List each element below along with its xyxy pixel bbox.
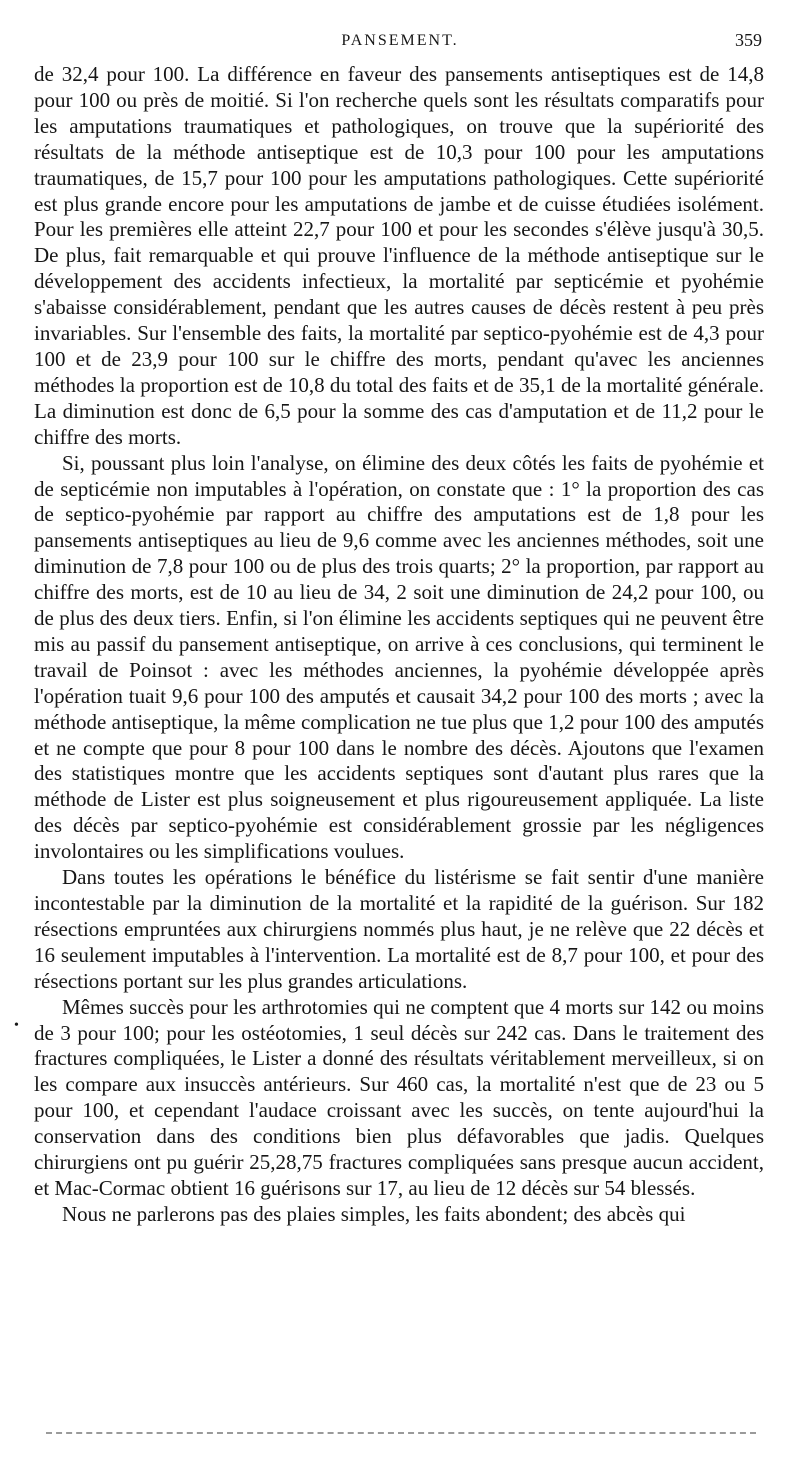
paragraph: de 32,4 pour 100. La différence en faveur des pansements antiseptiques est de 14,8 pour 100 ou près de moitié. Si l'on recherche quels sont les résultats comparatifs pour les amputations traumatiques et pathologiques, on trouve que la supériorité des résultats de la méthode antiseptique est de 10,3 pour 100 pour les amputations traumatiques, de 15,7 pour 100 pour les amputations pathologiques. Cette supériorité est plus grande encore pour les amputations de jambe et de cuisse étudiées isolément. Pour les premières elle atteint 22,7 pour 100 et pour les secondes s'élève jusqu'à 30,5. De plus, fait remarquable et qui prouve l'influence de la méthode antiseptique sur le développement des accidents infectieux, la mortalité par septicémie et pyohémie s'abaisse considérablement, pendant que les autres causes de décès restent à peu près invariables. Sur l'ensemble des faits, la mortalité par septico-pyohémie est de 4,3 pour 100 et de 23,9 pour 100 sur le chiffre des morts, pendant qu'avec les anciennes méthodes la proportion est de 10,8 du total des faits et de 35,1 de la mortalité générale. La diminution est donc de 6,5 pour la somme des cas d'amputation et de 11,2 pour le chiffre des morts. [34,62,764,449]
footer-rule [46,1432,756,1434]
paragraph: Mêmes succès pour les arthrotomies qui ne comptent que 4 morts sur 142 ou moins de 3 pour 100; pour les ostéotomies, 1 seul décès sur 242 cas. Dans le traitement des fractures compliquées, le Lister a donné des résultats véritablement merveilleux, si on les compare aux insuccès antérieurs. Sur 460 cas, la mortalité n'est que de 23 ou 5 pour 100, et cependant l'audace croissant avec les succès, on tente aujourd'hui la conservation dans des conditions bien plus défavorables que jadis. Quelques chirurgiens ont pu guérir 25,28,75 fractures compliquées sans presque aucun accident, et Mac-Cormac obtient 16 guérisons sur 17, au lieu de 12 décès sur 54 blessés. [34,994,764,1200]
paragraph: Dans toutes les opérations le bénéfice du listérisme se fait sentir d'une manière incontestable par la diminution de la mortalité et la rapidité de la guérison. Sur 182 résections empruntées aux chirurgiens nommés plus haut, je ne relève que 22 décès et 16 seulement imputables à l'intervention. La mortalité est de 8,7 pour 100, et pour des résections portant sur les plus grandes articulations. [34,865,764,993]
body-text [34,62,764,1228]
running-title: PANSEMENT. [341,32,459,49]
margin-mark: • [14,1018,19,1033]
paragraph: Nous ne parlerons pas des plaies simples, les faits abondent; des abcès qui [62,1201,686,1226]
paragraph: Si, poussant plus loin l'analyse, on élimine des deux côtés les faits de pyohémie et de septicémie non imputables à l'opération, on constate que : 1° la proportion des cas de septico-pyohémie par rapport au chiffre des amputations est de 1,8 pour les pansements antiseptiques au lieu de 9,6 comme avec les anciennes méthodes, soit une diminution de 7,8 pour 100 ou de plus des trois quarts; 2° la proportion, par rapport au chiffre des morts, est de 10 au lieu de 34, 2 soit une diminution de 24,2 pour 100, ou de plus des deux tiers. Enfin, si l'on élimine les accidents septiques qui ne peuvent être mis au passif du pansement antiseptique, on arrive à ces conclusions, qui terminent le travail de Poinsot : avec les méthodes anciennes, la pyohémie développée après l'opération tuait 9,6 pour 100 des amputés et causait 34,2 pour 100 des morts ; avec la méthode antiseptique, la même complication ne tue plus que 1,2 pour 100 des amputés et ne compte que pour 8 pour 100 dans le nombre des décès. Ajoutons que l'examen des statistiques montre que les accidents septiques sont d'autant plus rares que la méthode de Lister est plus soigneusement et plus rigoureusement appliquée. La liste des décès par septico-pyohémie est considérablement grossie par les négligences involontaires ou les simplifications voulues. [34,450,764,864]
page-number: 359 [735,30,762,50]
